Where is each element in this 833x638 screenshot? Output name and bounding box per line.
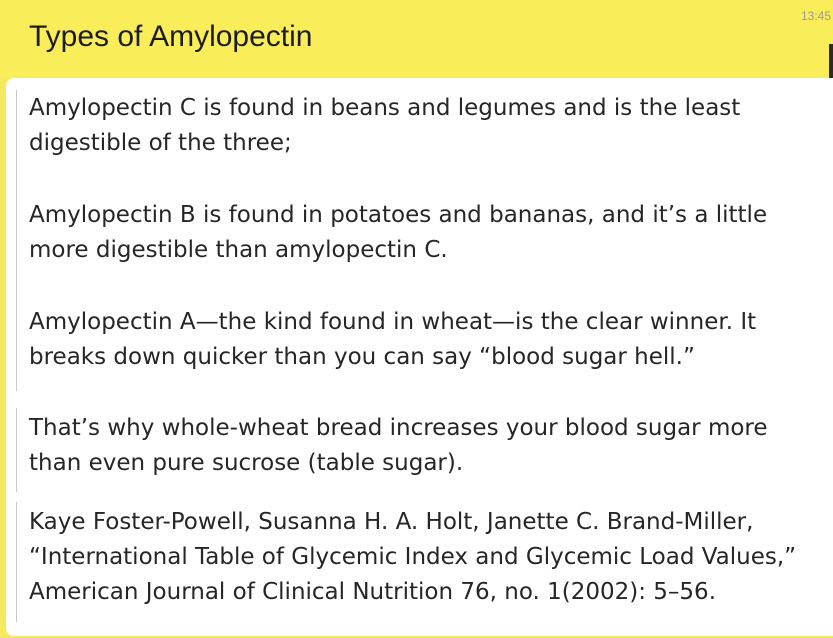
paragraph-amylopectin-b: Amylopectin B is found in potatoes and bananas, and it’s a little more digestible than amylopectin C.: [29, 202, 768, 263]
page-title: Types of Amylopectin: [29, 20, 313, 53]
paragraph-divider: [16, 502, 17, 622]
paragraph-amylopectin-c: Amylopectin C is found in beans and legumes and is the least digestible of the three;: [29, 95, 741, 156]
header-bar: [0, 0, 833, 78]
paragraph-blood-sugar: That’s why whole-wheat bread increases your blood sugar more than even pure sucrose (table sugar).: [29, 415, 768, 476]
timestamp: 13:45: [800, 9, 831, 23]
paragraph-divider: [16, 408, 17, 492]
citation: Kaye Foster-Powell, Susanna H. A. Holt, Janette C. Brand-Miller, “International Table of Glycemic Index and Glycemic Load Values,” American Journal of Clinical Nutrition 76, no. 1(2002): 5–56.: [29, 509, 797, 605]
paragraph-divider: [16, 90, 17, 391]
paragraph-amylopectin-a: Amylopectin A—the kind found in wheat—is the clear winner. It breaks down quicker than you can say “blood sugar hell.”: [29, 309, 757, 370]
